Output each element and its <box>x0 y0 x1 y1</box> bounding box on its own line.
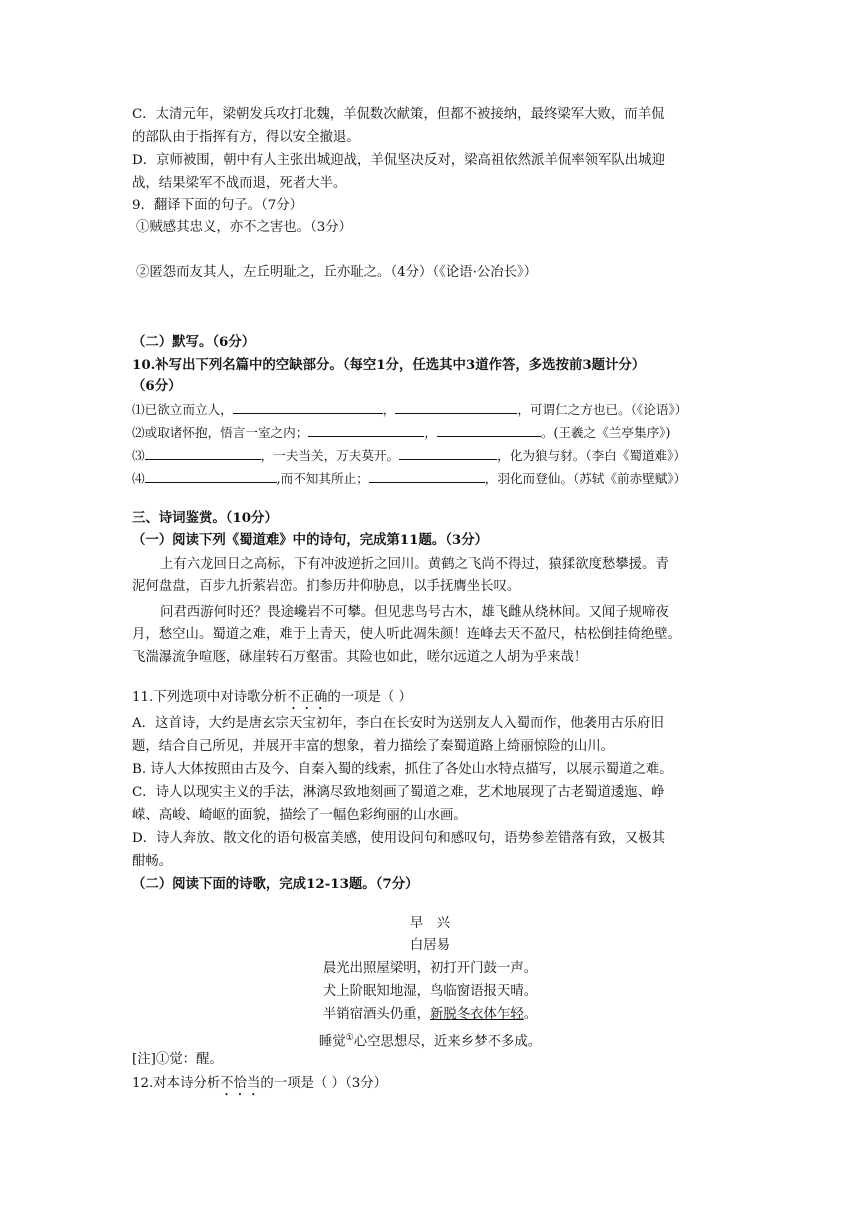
q8-option-c-line1: C．太清元年，梁朝发兵攻打北魏，羊侃数次献策，但都不被接纳，最终梁军大败，而羊侃 <box>132 107 665 122</box>
q11-option-d-line1: D．诗人奔放、散文化的语句极富美感，使用设问句和感叹句，语势参差错落有致，又极其 <box>132 831 665 846</box>
q9-sentence-2: ②匿怨而友其人，左丘明耻之，丘亦耻之。（4分）（《论语·公冶长》） <box>136 265 538 280</box>
dictation-item-2: ⑵或取诸怀抱，悟言一室之内； ， 。(王羲之《兰亭集序》) <box>132 425 671 440</box>
q9-title: 9．翻译下面的句子。（7分） <box>132 198 304 213</box>
q11-option-a-line2: 题，结合自己所见，并展开丰富的想象，着力描绘了秦蜀道路上绮丽惊险的山川。 <box>132 739 615 754</box>
answer-blank[interactable] <box>369 469 485 483</box>
poem-line-2: 犬上阶眠知地湿，鸟临窗语报天晴。 <box>322 984 538 999</box>
dictation-item-4: ⑷ ,而不知其所止； ，羽化而登仙。（苏轼《前赤壁赋》） <box>132 471 687 486</box>
answer-blank[interactable] <box>145 446 261 460</box>
poetry-section-heading: 三、诗词鉴赏。（10分） <box>132 510 278 526</box>
poem-passage-line: 飞湍瀑流争喧豗，砯崖转石万壑雷。其险也如此，嗟尔远道之人胡为乎来哉！ <box>132 650 588 665</box>
poetry-subsection-2: （二）阅读下面的诗歌，完成12-13题。（7分） <box>132 876 419 892</box>
poem-passage-line: 上有六龙回日之高标，下有冲波逆折之回川。黄鹤之飞尚不得过，猿猱欲度愁攀援。青 <box>160 557 669 572</box>
poem-footnote: [注]①觉：醒。 <box>132 1052 223 1067</box>
answer-blank[interactable] <box>308 423 424 437</box>
poem-line-3: 半销宿酒头仍重，新脱冬衣体乍轻。 <box>322 1007 538 1022</box>
q11-title: 11.下列选项中对诗歌分析不正确的一项是（ ） <box>132 690 412 705</box>
q11-option-c-line1: C．诗人以现实主义的手法，淋漓尽致地刻画了蜀道之难，艺术地展现了古老蜀道逶迤、峥 <box>132 785 665 800</box>
poem-passage-line: 月，愁空山。蜀道之难，难于上青天，使人听此凋朱颜！连峰去天不盈尺，枯松倒挂倚绝壁。 <box>132 627 682 642</box>
q11-option-a-line1: A．这首诗，大约是唐玄宗天宝初年，李白在长安时为送别友人入蜀而作，他袭用古乐府旧 <box>132 716 664 731</box>
q11-option-b: B. 诗人大体按照由古及今、自秦入蜀的线索，抓住了各处山水特点描写，以展示蜀道之难。 <box>132 762 673 777</box>
poem-passage-line: 问君西游何时还？畏途巉岩不可攀。但见悲鸟号古木，雄飞雌从绕林间。又闻子规啼夜 <box>160 605 669 620</box>
q11-option-c-line2: 嵘、高峻、崎岖的面貌，描绘了一幅色彩绚丽的山水画。 <box>132 808 467 823</box>
answer-blank[interactable] <box>395 400 517 414</box>
poem-line-4: 睡觉①心空思想尽，近来乡梦不多成。 <box>318 1033 542 1050</box>
answer-blank[interactable] <box>233 400 383 414</box>
q8-option-d-line2: 战，结果梁军不战而退，死者大半。 <box>132 176 347 191</box>
poetry-subsection-1: （一）阅读下列《蜀道难》中的诗句，完成第11题。（3分） <box>132 532 489 548</box>
answer-blank[interactable] <box>399 446 497 460</box>
q10-title-line1: 10.补写出下列名篇中的空缺部分。（每空1分，任选其中3道作答，多选按前3题计分） <box>132 357 646 373</box>
footnote-marker: ① <box>345 1033 354 1043</box>
q9-sentence-1: ①贼感其忠义，亦不之害也。（3分） <box>136 220 353 235</box>
q10-title-line2: （6分） <box>132 378 182 394</box>
dictation-item-3: ⑶ ，一夫当关，万夫莫开。 ，化为狼与豺。（李白《蜀道难》） <box>132 448 687 463</box>
poem-title: 早 兴 <box>409 916 451 931</box>
q8-option-d-line1: D．京师被围，朝中有人主张出城迎战，羊侃坚决反对，梁高祖依然派羊侃率领军队出城迎 <box>132 153 665 168</box>
q11-option-d-line2: 酣畅。 <box>132 854 173 869</box>
dictation-section-heading: （二）默写。（6分） <box>132 334 256 350</box>
q8-option-c-line2: 的部队由于指挥有方，得以安全撤退。 <box>132 130 360 145</box>
poem-author: 白居易 <box>409 938 451 953</box>
poem-line-1: 晨光出照屋梁明，初打开门鼓一声。 <box>322 961 538 976</box>
q12-title: 12.对本诗分析不恰当的一项是（ ）（3分） <box>132 1076 388 1091</box>
poem-passage-line: 泥何盘盘，百步九折萦岩峦。扪参历井仰胁息，以手抚膺坐长叹。 <box>132 579 521 594</box>
dictation-item-1: ⑴已欲立而立人， ， ，可谓仁之方也已。（《论语》） <box>132 402 688 417</box>
answer-blank[interactable] <box>145 469 277 483</box>
answer-blank[interactable] <box>437 423 541 437</box>
